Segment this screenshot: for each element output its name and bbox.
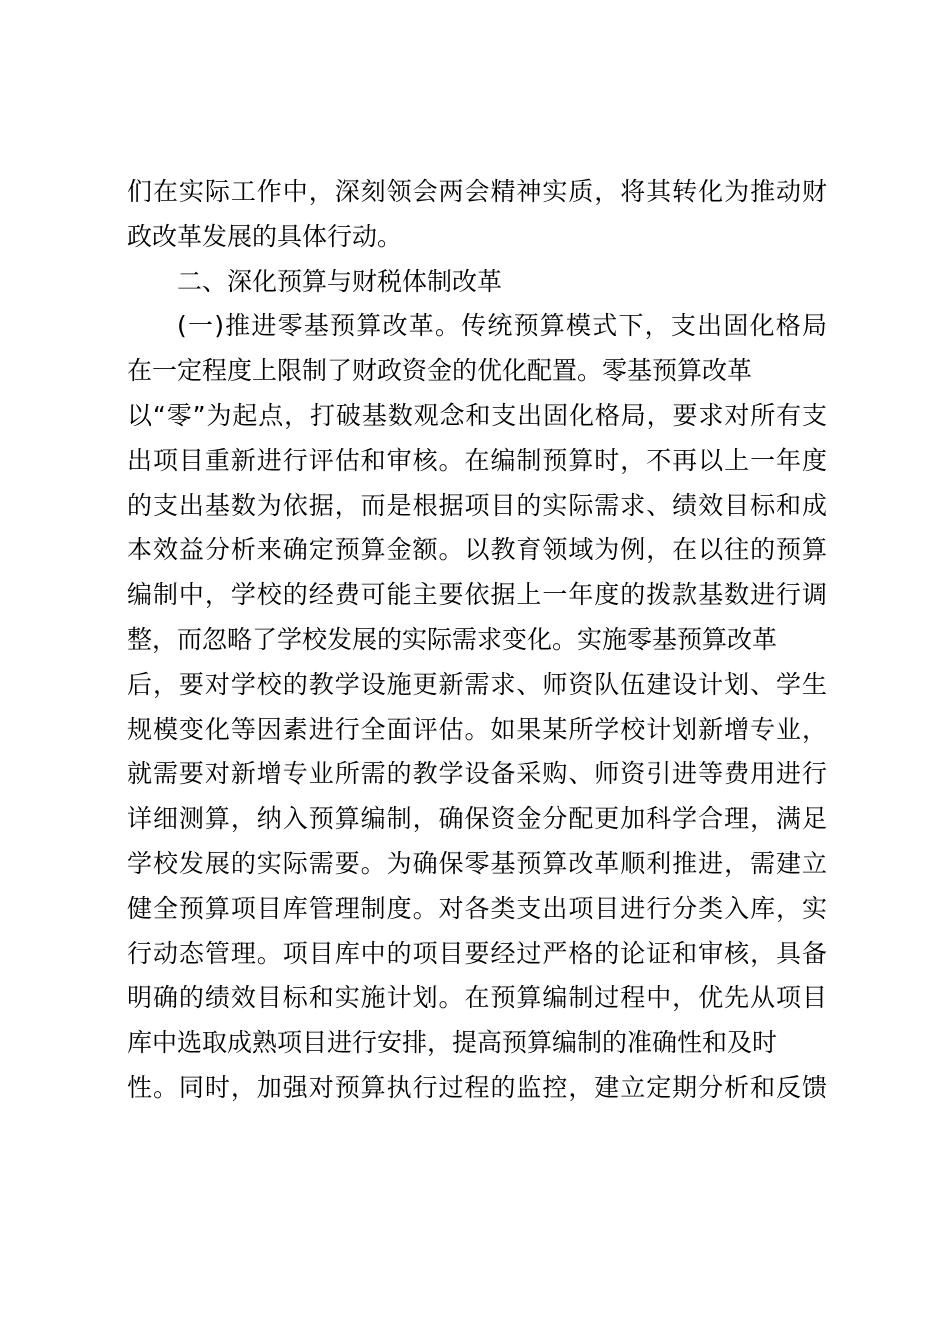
text-line: 详细测算，纳入预算编制，确保资金分配更加科学合理，满足 xyxy=(127,804,827,834)
text-line: 就需要对新增专业所需的教学设备采购、师资引进等费用进行 xyxy=(127,759,827,789)
section-heading: 二、深化预算与财税体制改革 xyxy=(177,266,503,296)
text-line: 整，而忽略了学校发展的实际需求变化。实施零基预算改革 xyxy=(127,624,778,654)
text-line: 规模变化等因素进行全面评估。如果某所学校计划新增专业， xyxy=(127,714,827,744)
subsection-heading-line: (一)推进零基预算改革。传统预算模式下，支出固化格局 xyxy=(177,311,827,341)
text-line: 编制中，学校的经费可能主要依据上一年度的拨款基数进行调 xyxy=(127,580,827,610)
text-line: 库中选取成熟项目进行安排，提高预算编制的准确性和及时 xyxy=(127,1028,778,1058)
text-line: 在一定程度上限制了财政资金的优化配置。零基预算改革 xyxy=(127,356,753,386)
text-line: 的支出基数为依据，而是根据项目的实际需求、绩效目标和成 xyxy=(127,490,827,520)
text-line: 以“零”为起点，打破基数观念和支出固化格局，要求对所有支 xyxy=(127,400,827,430)
text-line: 学校发展的实际需要。为确保零基预算改革顺利推进，需建立 xyxy=(127,848,827,878)
text-line: 行动态管理。项目库中的项目要经过严格的论证和审核，具备 xyxy=(127,938,827,968)
text-line: 出项目重新进行评估和审核。在编制预算时，不再以上一年度 xyxy=(127,445,827,475)
text-line: 政改革发展的具体行动。 xyxy=(127,221,403,251)
body-text xyxy=(127,170,827,1111)
text-line: 后，要对学校的教学设施更新需求、师资队伍建设计划、学生 xyxy=(127,669,827,699)
text-line: 本效益分析来确定预算金额。以教育领域为例，在以往的预算 xyxy=(127,535,827,565)
text-line: 们在实际工作中，深刻领会两会精神实质，将其转化为推动财 xyxy=(127,177,827,206)
text-line: 明确的绩效目标和实施计划。在预算编制过程中，优先从项目 xyxy=(127,983,827,1013)
text-line: 性。同时，加强对预算执行过程的监控，建立定期分析和反馈 xyxy=(127,1072,827,1102)
text-line: 健全预算项目库管理制度。对各类支出项目进行分类入库，实 xyxy=(127,893,827,923)
